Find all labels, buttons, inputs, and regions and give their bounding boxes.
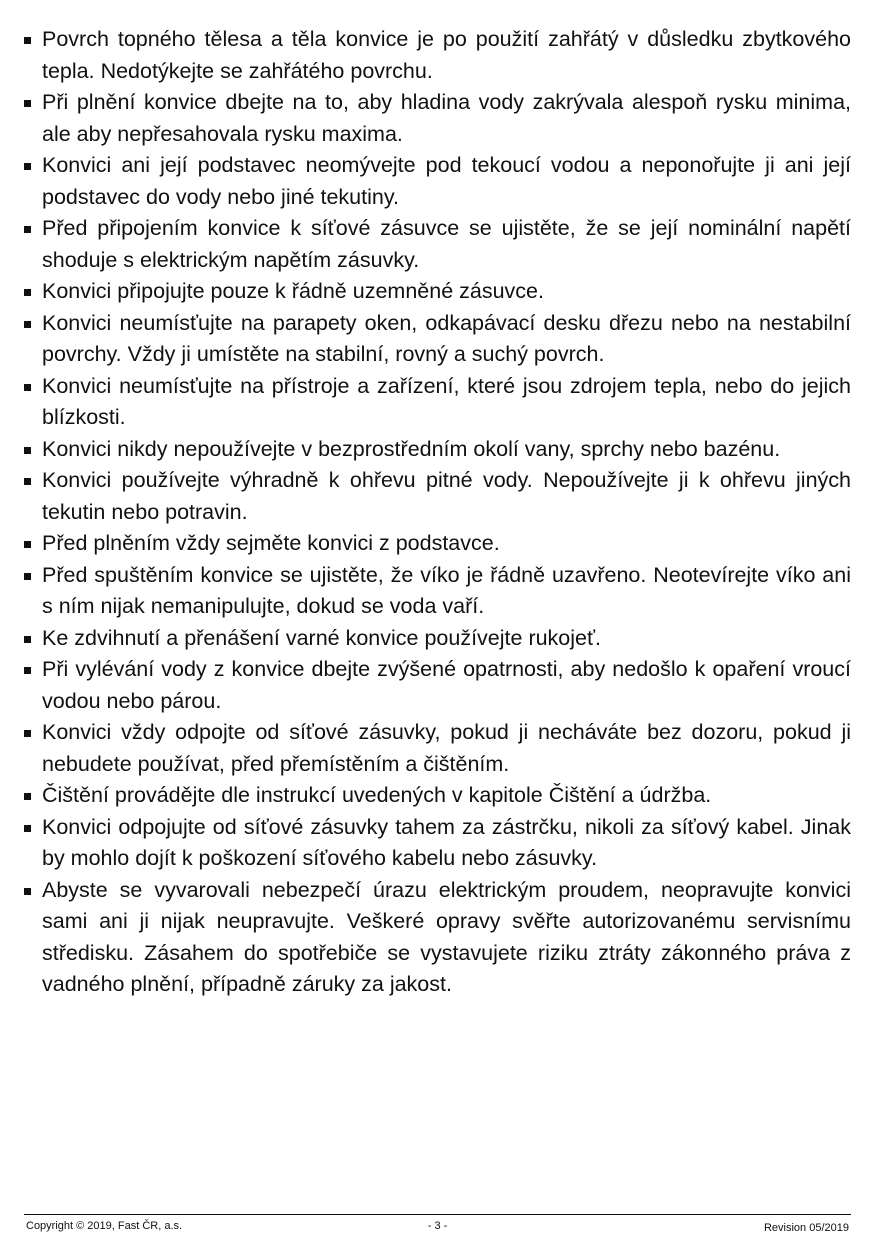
list-item-text: Před spuštěním konvice se ujistěte, že víko je řádně uzavřeno. Neotevírejte víko ani s ním nijak nemanipulujte, dokud se voda vaří. — [42, 562, 851, 618]
list-item-text: Konvici nikdy nepoužívejte v bezprostředním okolí vany, sprchy nebo bazénu. — [42, 436, 781, 461]
bullet-square-icon — [24, 321, 31, 328]
list-item-text: Konvici vždy odpojte od síťové zásuvky, pokud ji necháváte bez dozoru, pokud ji nebudete používat, před přemístěním a čištěním. — [42, 720, 851, 776]
list-item-text: Konvici připojujte pouze k řádně uzemněné zásuvce. — [42, 279, 544, 303]
bullet-square-icon — [24, 888, 31, 895]
footer-page-number: - 3 - — [427, 1220, 448, 1232]
list-item — [24, 654, 851, 717]
list-item — [24, 308, 851, 371]
list-item — [24, 371, 851, 434]
list-item — [24, 560, 851, 623]
list-item — [24, 24, 851, 87]
list-item — [24, 434, 851, 466]
safety-instructions-list — [24, 24, 851, 1001]
bullet-square-icon — [24, 447, 31, 454]
page-footer — [24, 1214, 851, 1234]
list-item — [24, 875, 851, 1001]
list-item-text: Konvici neumísťujte na parapety oken, odkapávací desku dřezu nebo na nestabilní povrchy. Vždy ji umístěte na stabilní, rovný a suchý povrch. — [42, 310, 851, 366]
list-item-text: Čištění provádějte dle instrukcí uvedených v kapitole Čištění a údržba. — [42, 783, 712, 807]
list-item — [24, 150, 851, 213]
list-item-text: Při vylévání vody z konvice dbejte zvýšené opatrnosti, aby nedošlo k opaření vroucí vodou nebo párou. — [42, 657, 851, 713]
list-item-text: Abyste se vyvarovali nebezpečí úrazu elektrickým proudem, neopravujte konvici sami ani ji nijak neupravujte. Veškeré opravy svěřte autorizovanému servisnímu středisku. Zásahem do spotřebiče se vystavujete riziku ztráty zákonného práva z vadného plnění, případně záruky za jakost. — [42, 877, 851, 996]
bullet-square-icon — [24, 478, 31, 485]
bullet-square-icon — [24, 100, 31, 107]
list-item — [24, 87, 851, 150]
bullet-square-icon — [24, 667, 31, 674]
list-item-text: Konvici odpojujte od síťové zásuvky tahem za zástrčku, nikoli za síťový kabel. Jinak by mohlo dojít k poškození síťového kabelu nebo zásuvky. — [42, 814, 851, 870]
bullet-square-icon — [24, 226, 31, 233]
bullet-square-icon — [24, 289, 31, 296]
list-item-text: Před plněním vždy sejměte konvici z podstavce. — [42, 531, 500, 555]
bullet-square-icon — [24, 730, 31, 737]
bullet-square-icon — [24, 573, 31, 580]
list-item-text: Konvici ani její podstavec neomývejte pod tekoucí vodou a neponořujte ji ani její podstavec do vody nebo jiné tekutiny. — [42, 153, 851, 209]
list-item — [24, 528, 851, 560]
footer-revision: Revision 05/2019 — [763, 1222, 849, 1234]
list-item — [24, 623, 851, 655]
list-item — [24, 780, 851, 812]
list-item — [24, 717, 851, 780]
list-item — [24, 213, 851, 276]
list-item — [24, 465, 851, 528]
footer-copyright: Copyright © 2019, Fast ČR, a.s. — [26, 1220, 183, 1232]
bullet-square-icon — [24, 163, 31, 170]
list-item-text: Povrch topného tělesa a těla konvice je po použití zahřátý v důsledku zbytkového tepla. Nedotýkejte se zahřátého povrchu. — [42, 27, 851, 83]
bullet-square-icon — [24, 793, 31, 800]
list-item — [24, 812, 851, 875]
bullet-square-icon — [24, 541, 31, 548]
bullet-square-icon — [24, 37, 31, 44]
list-item-text: Před připojením konvice k síťové zásuvce se ujistěte, že se její nominální napětí shoduje s elektrickým napětím zásuvky. — [42, 216, 851, 272]
bullet-square-icon — [24, 384, 31, 391]
bullet-square-icon — [24, 636, 31, 643]
list-item-text: Ke zdvihnutí a přenášení varné konvice používejte rukojeť. — [42, 625, 602, 650]
document-body — [24, 24, 851, 1001]
list-item-text: Konvici neumísťujte na přístroje a zařízení, které jsou zdrojem tepla, nebo do jejich blízkosti. — [42, 373, 851, 429]
list-item-text: Při plnění konvice dbejte na to, aby hladina vody zakrývala alespoň rysku minima, ale aby nepřesahovala rysku maxima. — [42, 90, 851, 146]
list-item-text: Konvici používejte výhradně k ohřevu pitné vody. Nepoužívejte ji k ohřevu jiných tekutin nebo potravin. — [42, 468, 851, 524]
bullet-square-icon — [24, 825, 31, 832]
list-item — [24, 276, 851, 308]
